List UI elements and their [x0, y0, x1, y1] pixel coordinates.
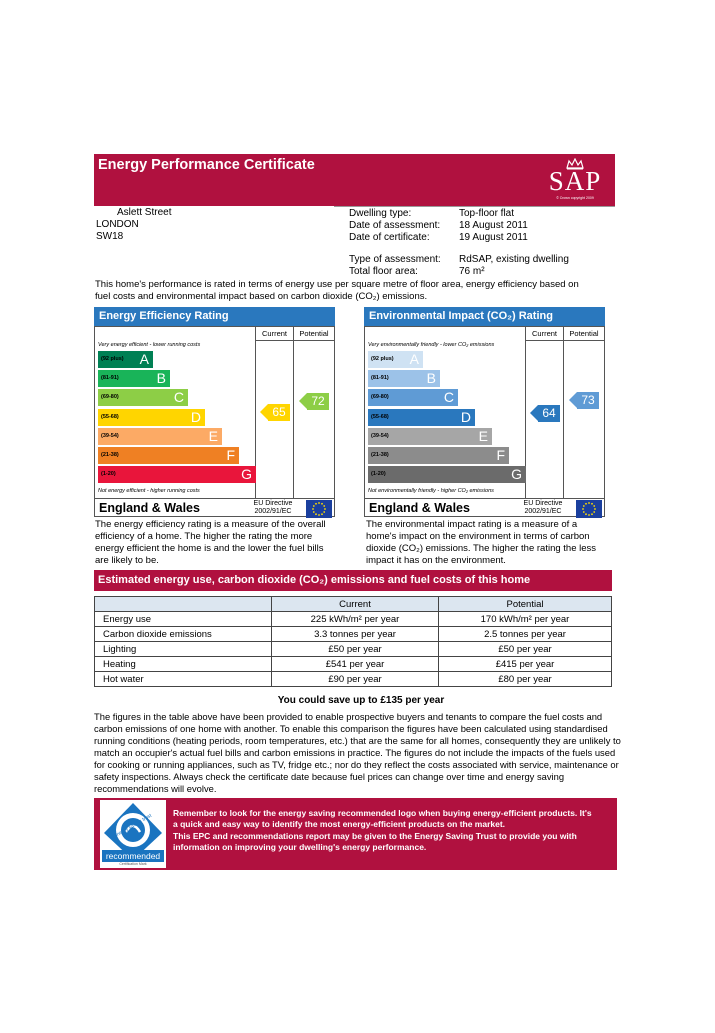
eu-star [313, 511, 315, 513]
table-header: Current [272, 597, 439, 612]
sap-logo-letters: SAP [548, 166, 602, 196]
detail-label: Date of certificate: [349, 232, 430, 243]
eu-star [318, 502, 320, 504]
eu-star [585, 513, 587, 515]
rating-band-a [98, 351, 153, 368]
rating-band-d [368, 409, 475, 426]
potential-value: £80 per year [439, 672, 612, 687]
band-range-label: (55-68) [371, 413, 389, 420]
eu-star [315, 503, 317, 505]
rating-band-a [368, 351, 423, 368]
environment-panel-body [364, 326, 605, 517]
logo-mark-text: Certification Mark [119, 862, 147, 866]
detail-label: Date of assessment: [349, 220, 441, 231]
detail-value: 19 August 2011 [459, 232, 528, 243]
eu-star [583, 505, 585, 507]
band-range-label: (69-80) [371, 394, 389, 401]
panel-footer [95, 498, 334, 517]
eu-star [593, 511, 595, 513]
current-rating-value: 64 [538, 405, 560, 422]
scale-bottom-note: Not environmentally friendly - higher CO₂ emissions [368, 488, 494, 494]
band-range-label: (1-20) [101, 471, 116, 478]
estimates-table [94, 596, 612, 687]
logo-recommended-text: recommended [105, 851, 161, 861]
banner-text-line-1: Remember to look for the energy saving recommended logo when buying energy-efficient products. It's a quick and easy way to identify the most energy-efficient products on the market. [173, 808, 592, 829]
environment-rating-description: The environmental impact rating is a measure of a home's impact on the environment in terms of carbon dioxide (CO₂) emissions. The higher the rating the less impact it has on the environment. [366, 519, 597, 566]
column-divider [293, 341, 294, 498]
rating-band-b [368, 370, 440, 387]
potential-rating-value: 73 [577, 392, 599, 409]
marker-arrow-icon [260, 404, 268, 420]
energy-panel-body [94, 326, 335, 517]
certificate-header [94, 154, 615, 206]
eu-star [324, 508, 326, 510]
rating-band-g [368, 466, 526, 483]
band-range-label: (1-20) [371, 471, 386, 478]
band-range-label: (81-91) [101, 375, 119, 382]
eu-directive-label: EU Directive 2002/91/EC [523, 500, 563, 515]
band-range-label: (81-91) [371, 375, 389, 382]
certificate-title: Energy Performance Certificate [98, 157, 315, 173]
eu-star [323, 511, 325, 513]
energy-saving-recommended-logo [100, 800, 166, 868]
rating-band-g [98, 466, 256, 483]
band-letter: F [496, 447, 505, 463]
eu-flag-icon [306, 500, 332, 518]
table-header-row [95, 597, 612, 612]
band-letter: G [511, 466, 522, 483]
eu-stars-icon [306, 500, 332, 518]
eu-star [593, 505, 595, 507]
band-range-label: (39-54) [101, 432, 119, 439]
rating-band-b [98, 370, 170, 387]
marker-arrow-icon [569, 392, 577, 408]
estimates-explanation: The figures in the table above have been provided to enable prospective buyers and tenants to compare the fuel costs and carbon emissions of one home with another. To enable this comparison the figures have been calculated using standardised running conditions (heating periods, room temperatures, etc.) that are the same for all homes, consequently they are unlikely to match an occupier's actual fuel bills and carbon emissions in practice. The figures do not include the impacts of the fuels used for cooking or running appliances, such as TV, fridge etc.; nor do they reflect the costs associated with service, maintenance or safety inspections. Always check the certificate date because fuel prices can change over time and energy saving recommendations will evolve. [94, 711, 621, 794]
band-range-label: (69-80) [101, 394, 119, 401]
region-label: England & Wales [99, 501, 200, 515]
potential-value: £415 per year [439, 657, 612, 672]
eu-star [321, 513, 323, 515]
address-line-1: Aslett Street [117, 207, 172, 218]
band-letter: F [226, 447, 235, 463]
band-range-label: (39-54) [371, 432, 389, 439]
band-range-label: (92 plus) [101, 356, 124, 362]
detail-value: RdSAP, existing dwelling [459, 254, 569, 265]
rating-band-e [368, 428, 492, 445]
detail-value: 18 August 2011 [459, 220, 528, 231]
band-letter: B [156, 370, 166, 387]
region-label: England & Wales [369, 501, 470, 515]
row-label: Hot water [95, 672, 272, 687]
energy-rating-description: The energy efficiency rating is a measure of the overall efficiency of a home. The higher the rating the more energy efficient the home is and the lower the fuel bills are likely to be. [95, 519, 326, 566]
detail-value: Top-floor flat [459, 208, 515, 219]
logo-ring-text: energy saving trust [113, 812, 153, 840]
potential-value: 2.5 tonnes per year [439, 627, 612, 642]
table-row [95, 642, 612, 657]
current-value: £541 per year [272, 657, 439, 672]
band-letter: A [409, 351, 419, 367]
current-rating-value: 65 [268, 404, 290, 421]
band-range-label: (92 plus) [371, 356, 394, 362]
band-range-label: (55-68) [101, 413, 119, 420]
band-letter: E [208, 427, 218, 444]
table-row [95, 672, 612, 687]
band-letter: C [443, 389, 454, 406]
rating-band-f [368, 447, 509, 464]
eu-flag-icon [576, 500, 602, 518]
band-letter: C [173, 389, 184, 406]
eu-stars-icon [576, 500, 602, 518]
band-letter: D [190, 408, 201, 425]
eu-star [594, 508, 596, 510]
sap-logo-copyright: © Crown copyright 2009 [556, 196, 594, 200]
crown-icon [565, 158, 585, 170]
band-letter: E [478, 427, 488, 444]
band-letter: D [460, 408, 471, 425]
details-divider [334, 206, 615, 207]
table-row [95, 627, 612, 642]
sap-logo [543, 158, 607, 204]
col-current-header: Current [525, 327, 563, 341]
energy-panel-title: Energy Efficiency Rating [94, 307, 335, 326]
current-value: 3.3 tonnes per year [272, 627, 439, 642]
marker-arrow-icon [299, 393, 307, 409]
intro-text: This home's performance is rated in terms of energy use per square metre of floor area, energy efficiency based on fuel costs and environmental impact based on carbon dioxide (CO₂) emissions. [95, 279, 579, 302]
table-row [95, 612, 612, 627]
band-range-label: (21-38) [101, 452, 119, 458]
rating-band-f [98, 447, 239, 464]
detail-value: 76 m² [459, 266, 485, 277]
eu-star [323, 505, 325, 507]
band-letter: G [241, 466, 252, 483]
potential-value: 170 kWh/m² per year [439, 612, 612, 627]
banner-text-line-2: This EPC and recommendations report may be given to the Energy Saving Trust to provide you with information on improving your dwelling's energy performance. [173, 831, 577, 852]
eu-star [582, 508, 584, 510]
estimates-title: Estimated energy use, carbon dioxide (CO₂) emissions and fuel costs of this home [94, 570, 612, 591]
detail-label: Type of assessment: [349, 254, 441, 265]
table-row [95, 657, 612, 672]
eu-star [315, 513, 317, 515]
rating-band-d [98, 409, 205, 426]
band-letter: B [426, 370, 436, 387]
savings-statement: You could save up to £135 per year [277, 695, 445, 706]
band-range-label: (21-38) [371, 452, 389, 458]
row-label: Lighting [95, 642, 272, 657]
banner-text [173, 808, 593, 853]
potential-value: £50 per year [439, 642, 612, 657]
eu-directive-label: EU Directive 2002/91/EC [253, 500, 293, 515]
rating-band-e [98, 428, 222, 445]
eu-star [312, 508, 314, 510]
current-value: 225 kWh/m² per year [272, 612, 439, 627]
eu-star [313, 505, 315, 507]
row-label: Heating [95, 657, 272, 672]
environment-panel-title: Environmental Impact (CO₂) Rating [364, 307, 605, 326]
table-header [95, 597, 272, 612]
scale-top-note: Very environmentally friendly - lower CO₂ emissions [368, 342, 495, 348]
rating-band-c [98, 389, 188, 406]
row-label: Carbon dioxide emissions [95, 627, 272, 642]
detail-label: Dwelling type: [349, 208, 412, 219]
eu-star [588, 514, 590, 516]
row-label: Energy use [95, 612, 272, 627]
col-potential-header: Potential [293, 327, 334, 341]
address-line-3: SW18 [96, 231, 124, 242]
address-line-2: LONDON [96, 219, 139, 230]
eu-star [591, 503, 593, 505]
band-letter: A [139, 351, 149, 367]
marker-arrow-icon [530, 405, 538, 421]
column-divider [563, 341, 564, 498]
scale-bottom-note: Not energy efficient - higher running costs [98, 488, 200, 494]
eu-star [585, 503, 587, 505]
energy-saving-trust-banner [94, 798, 617, 870]
energy-efficiency-panel [94, 307, 335, 517]
eu-star [583, 511, 585, 513]
current-value: £50 per year [272, 642, 439, 657]
rating-band-c [368, 389, 458, 406]
eu-star [588, 502, 590, 504]
eu-star [591, 513, 593, 515]
eu-star [321, 503, 323, 505]
eu-star [318, 514, 320, 516]
detail-label: Total floor area: [349, 266, 418, 277]
panel-footer [365, 498, 604, 517]
potential-rating-value: 72 [307, 393, 329, 410]
environmental-impact-panel [364, 307, 605, 517]
col-potential-header: Potential [563, 327, 604, 341]
scale-top-note: Very energy efficient - lower running costs [98, 342, 201, 348]
col-current-header: Current [255, 327, 293, 341]
table-header: Potential [439, 597, 612, 612]
current-value: £90 per year [272, 672, 439, 687]
